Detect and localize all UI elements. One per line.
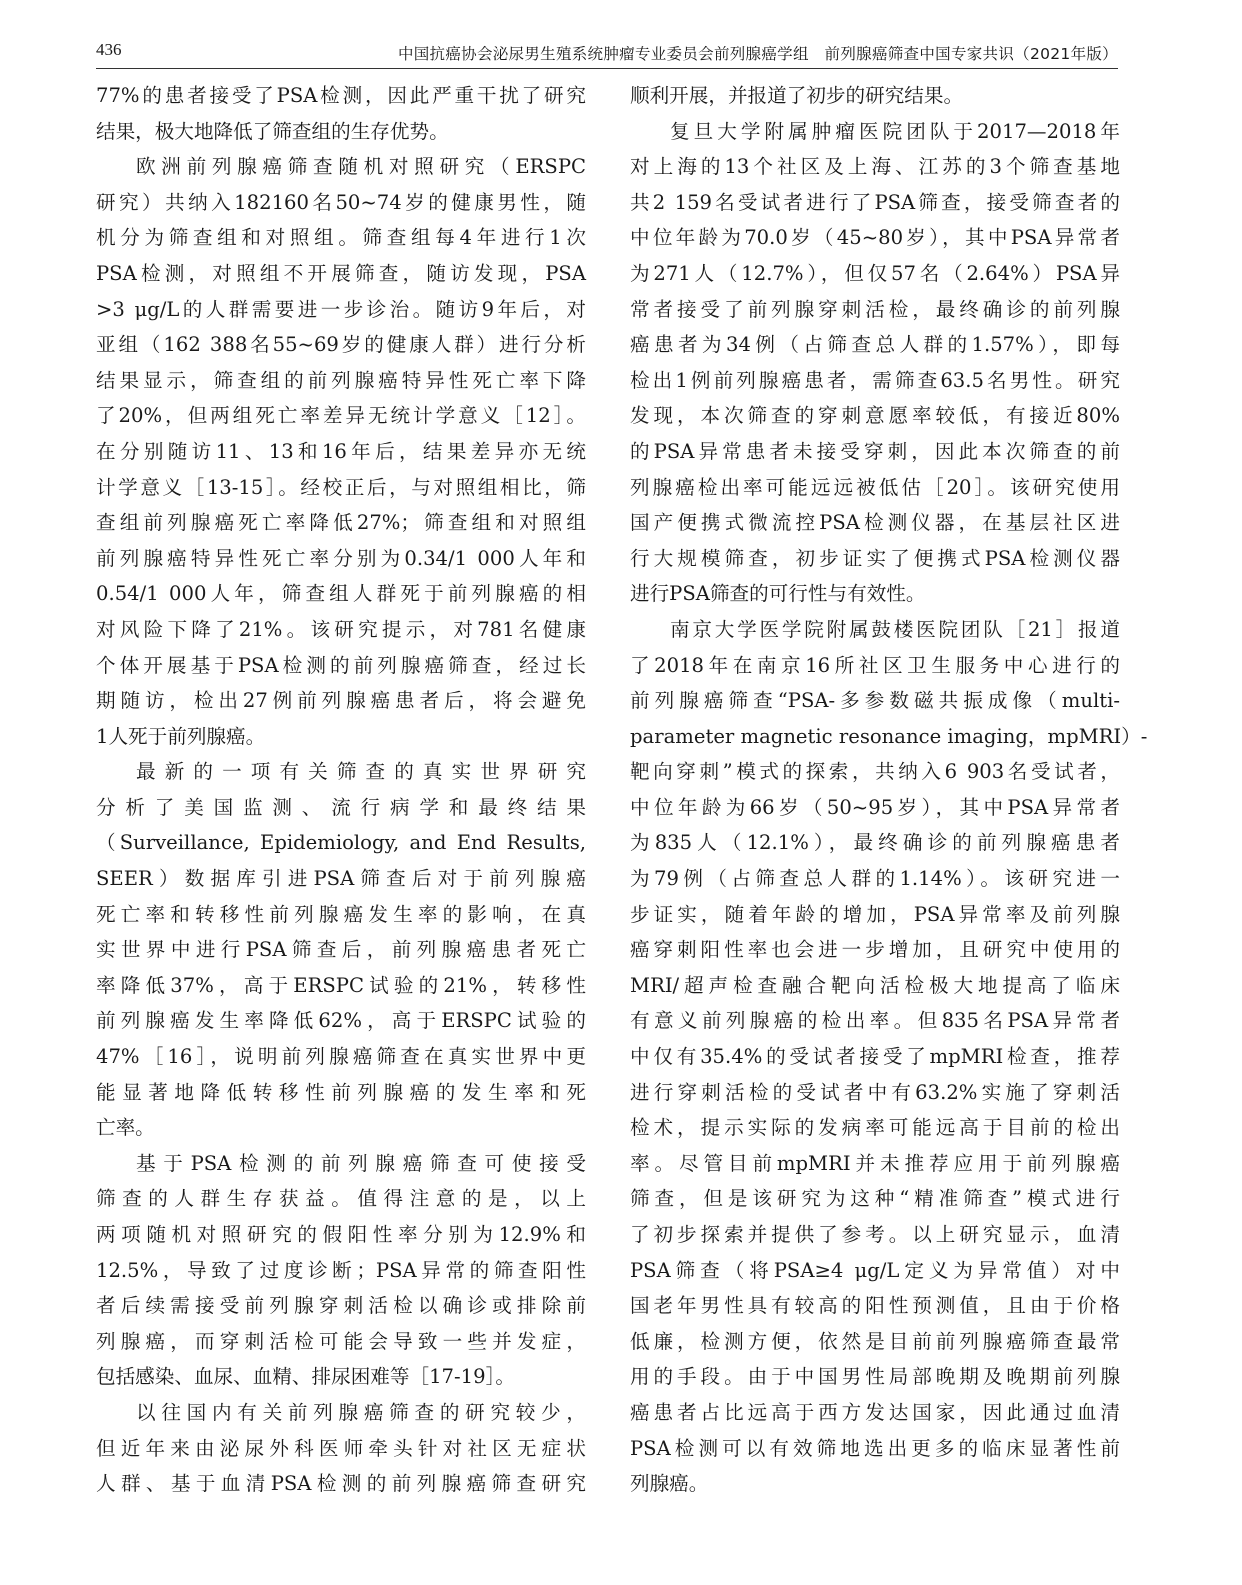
body-text-line: 步证实，随着年龄的增加，PSA异常率及前列腺 xyxy=(630,902,1120,926)
body-text-line: PSA检测，对照组不开展筛查，随访发现，PSA xyxy=(96,261,586,285)
body-text-line: 列腺癌。 xyxy=(630,1472,709,1496)
body-text-line: 筛查的人群生存获益。值得注意的是，以上 xyxy=(96,1187,586,1211)
body-text-line: 47%［16］，说明前列腺癌筛查在真实世界中更 xyxy=(96,1045,586,1069)
body-text-line: 包括感染、血尿、血精、排尿困难等［17-19］。 xyxy=(96,1365,515,1389)
body-text-line: 前列腺癌筛查“PSA-多参数磁共振成像（multi- xyxy=(630,689,1120,713)
body-text-line: 个体开展基于PSA检测的前列腺癌筛查，经过长 xyxy=(96,653,586,677)
body-text-line: 了初步探索并提供了参考。以上研究显示，血清 xyxy=(630,1223,1120,1246)
body-text-line: 列腺癌检出率可能远远被低估［20］。该研究使用 xyxy=(630,475,1120,499)
body-text-line: 0.54/1 000人年，筛查组人群死于前列腺癌的相 xyxy=(96,582,586,606)
running-header xyxy=(96,38,1118,69)
body-text-line: 进行穿刺活检的受试者中有63.2%实施了穿刺活 xyxy=(630,1080,1120,1104)
body-text-line: 以往国内有关前列腺癌筛查的研究较少， xyxy=(136,1400,586,1424)
body-text-line: 者后续需接受前列腺穿刺活检以确诊或排除前 xyxy=(96,1294,586,1318)
body-text-line: 人群、基于血清PSA检测的前列腺癌筛查研究 xyxy=(96,1472,586,1496)
left-column xyxy=(96,78,586,1502)
body-text-line: 前列腺癌特异性死亡率分别为0.34/1 000人年和 xyxy=(96,546,586,570)
body-text-line: SEER）数据库引进PSA筛查后对于前列腺癌 xyxy=(96,867,586,891)
body-text-line: 低廉，检测方便，依然是目前前列腺癌筛查最常 xyxy=(630,1329,1120,1353)
page-number: 436 xyxy=(96,40,122,59)
body-text-line: 前列腺癌发生率降低62%，高于ERSPC试验的 xyxy=(96,1009,586,1033)
body-text-line: 有意义前列腺癌的检出率。但835名PSA异常者 xyxy=(630,1009,1120,1033)
body-text-line: 靶向穿刺”模式的探索，共纳入6 903名受试者， xyxy=(630,760,1120,784)
running-title: 中国抗癌协会泌尿男生殖系统肿瘤专业委员会前列腺癌学组 前列腺癌筛查中国专家共识（2021年版） xyxy=(397,45,1118,63)
body-text-line: PSA筛查（将PSA≥4 μg/L定义为异常值）对中 xyxy=(630,1258,1120,1282)
body-text-line: 研究）共纳入182160名50~74岁的健康男性，随 xyxy=(96,190,586,214)
body-text-line: 两项随机对照研究的假阳性率分别为12.9%和 xyxy=(96,1223,586,1246)
body-text-line: 分析了美国监测、流行病学和最终结果 xyxy=(96,795,586,819)
body-text-line: MRI/超声检查融合靶向活检极大地提高了临床 xyxy=(630,973,1120,997)
body-text-line: 计学意义［13-15］。经校正后，与对照组相比，筛 xyxy=(96,475,586,499)
body-text-line: 为79例（占筛查总人群的1.14%）。该研究进一 xyxy=(630,867,1120,891)
body-text-line: 12.5%，导致了过度诊断；PSA异常的筛查阳性 xyxy=(96,1258,586,1282)
body-text-line: 检术，提示实际的发病率可能远高于目前的检出 xyxy=(630,1116,1120,1140)
body-text-line: parameter magnetic resonance imaging，mpMRI）- xyxy=(630,724,1148,748)
body-text-line: 77%的患者接受了PSA检测，因此严重干扰了研究 xyxy=(96,84,586,107)
body-text-line: 行大规模筛查，初步证实了便携式PSA检测仪器 xyxy=(630,546,1120,570)
body-text-line: 癌穿刺阳性率也会进一步增加，且研究中使用的 xyxy=(630,938,1120,962)
body-text-line: 亚组（162 388名55~69岁的健康人群）进行分析 xyxy=(96,333,586,357)
body-text-line: 复旦大学附属肿瘤医院团队于2017—2018年 xyxy=(670,119,1120,143)
body-text-line: （Surveillance, Epidemiology, and End Results, xyxy=(96,831,586,855)
body-text-line: >3 μg/L的人群需要进一步诊治。随访9年后，对 xyxy=(96,297,586,321)
body-text-line: 列腺癌，而穿刺活检可能会导致一些并发症， xyxy=(96,1329,586,1353)
body-text-line: 机分为筛查组和对照组。筛查组每4年进行1次 xyxy=(96,226,586,250)
body-text-line: 用的手段。由于中国男性局部晚期及晚期前列腺 xyxy=(630,1365,1120,1389)
body-text-line: 能显著地降低转移性前列腺癌的发生率和死 xyxy=(96,1080,586,1104)
body-text-line: 癌患者占比远高于西方发达国家，因此通过血清 xyxy=(630,1400,1120,1424)
body-text-line: 了2018年在南京16所社区卫生服务中心进行的 xyxy=(630,653,1120,677)
body-text-line: PSA检测可以有效筛地选出更多的临床显著性前 xyxy=(630,1436,1120,1460)
body-text-line: 常者接受了前列腺穿刺活检，最终确诊的前列腺 xyxy=(630,297,1120,321)
body-text-line: 为835人（12.1%），最终确诊的前列腺癌患者 xyxy=(630,831,1120,855)
body-text-line: 对风险下降了21%。该研究提示，对781名健康 xyxy=(96,617,586,641)
body-text-line: 结果，极大地降低了筛查组的生存优势。 xyxy=(96,119,449,143)
body-text-line: 率降低37%，高于ERSPC试验的21%，转移性 xyxy=(96,973,586,997)
right-column xyxy=(630,78,1148,1502)
body-text-line: 发现，本次筛查的穿刺意愿率较低，有接近80% xyxy=(630,404,1120,428)
body-text-line: 率。尽管目前mpMRI并未推荐应用于前列腺癌 xyxy=(630,1151,1120,1175)
body-text-line: 中仅有35.4%的受试者接受了mpMRI检查，推荐 xyxy=(630,1045,1120,1069)
body-text-line: 顺利开展，并报道了初步的研究结果。 xyxy=(630,84,964,107)
body-text-line: 实世界中进行PSA筛查后，前列腺癌患者死亡 xyxy=(96,938,586,962)
body-text-line: 共2 159名受试者进行了PSA筛查，接受筛查者的 xyxy=(630,190,1120,214)
body-text-line: 在分别随访11、13和16年后，结果差异亦无统 xyxy=(96,439,586,463)
body-text-line: 亡率。 xyxy=(96,1116,155,1140)
body-text-line: 筛查，但是该研究为这种“精准筛查”模式进行 xyxy=(630,1187,1120,1211)
body-text-line: 基于PSA检测的前列腺癌筛查可使接受 xyxy=(136,1151,586,1175)
body-text-line: 了20%，但两组死亡率差异无统计学意义［12］。 xyxy=(96,404,586,428)
body-text-line: 1人死于前列腺癌。 xyxy=(96,724,266,748)
body-text-line: 检出1例前列腺癌患者，需筛查63.5名男性。研究 xyxy=(630,368,1120,392)
body-text-line: 为271人（12.7%），但仅57名（2.64%）PSA异 xyxy=(630,261,1120,285)
body-text-line: 国老年男性具有较高的阳性预测值，且由于价格 xyxy=(630,1294,1120,1318)
body-text-line: 南京大学医学院附属鼓楼医院团队［21］报道 xyxy=(670,617,1120,641)
body-text-line: 的PSA异常患者未接受穿刺，因此本次筛查的前 xyxy=(630,439,1120,463)
body-text-line: 中位年龄为66岁（50~95岁），其中PSA异常者 xyxy=(630,795,1120,819)
body-text-line: 但近年来由泌尿外科医师牵头针对社区无症状 xyxy=(96,1436,586,1460)
body-text-line: 结果显示，筛查组的前列腺癌特异性死亡率下降 xyxy=(96,368,586,392)
body-text-line: 中位年龄为70.0岁（45~80岁），其中PSA异常者 xyxy=(630,226,1120,250)
body-text-line: 死亡率和转移性前列腺癌发生率的影响，在真 xyxy=(96,902,586,926)
body-text-line: 期随访，检出27例前列腺癌患者后，将会避免 xyxy=(96,689,586,713)
body-text-line: 欧洲前列腺癌筛查随机对照研究（ERSPC xyxy=(136,155,586,179)
body-text-line: 最新的一项有关筛查的真实世界研究 xyxy=(136,760,586,784)
body-text-line: 癌患者为34例（占筛查总人群的1.57%），即每 xyxy=(630,333,1120,357)
body-text-line: 查组前列腺癌死亡率降低27%；筛查组和对照组 xyxy=(96,511,586,535)
body-text-line: 进行PSA筛查的可行性与有效性。 xyxy=(630,582,926,606)
body-text-line: 对上海的13个社区及上海、江苏的3个筛查基地 xyxy=(630,155,1120,179)
body-text-line: 国产便携式微流控PSA检测仪器，在基层社区进 xyxy=(630,511,1120,535)
